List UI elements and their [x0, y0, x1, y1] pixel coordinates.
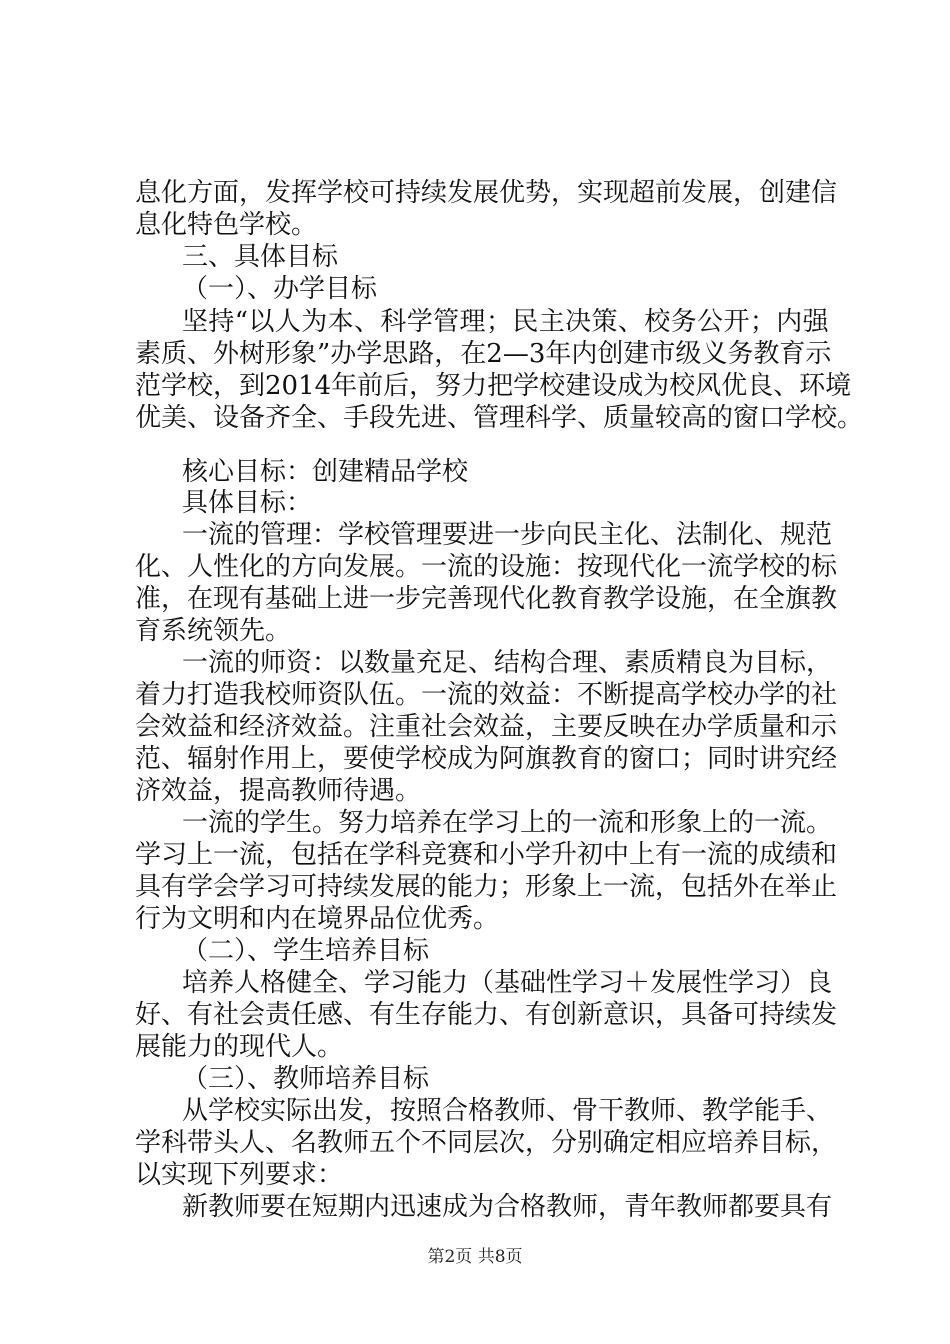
- text-line: 优美、设备齐全、手段先进、管理科学、质量较高的窗口学校。: [135, 403, 864, 433]
- text-line: 展能力的现代人。: [135, 1032, 344, 1062]
- text-line: 行为文明和内在境界品位优秀。: [135, 904, 500, 934]
- text-line: 化、人性化的方向发展。一流的设施：按现代化一流学校的标: [135, 552, 838, 582]
- text-line: 培养人格健全、学习能力（基础性学习＋发展性学习）良: [182, 968, 833, 998]
- text-line: 一流的管理：学校管理要进一步向民主化、法制化、规范: [182, 520, 833, 550]
- text-line: 一流的师资：以数量充足、结构合理、素质精良为目标，: [182, 648, 833, 678]
- text-line: 学习上一流，包括在学科竞赛和小学升初中上有一流的成绩和: [135, 840, 838, 870]
- page-footer: 第2页 共8页: [427, 1247, 523, 1267]
- text-line: 素质、外树形象”办学思路，在2—3年内创建市级义务教育示: [135, 339, 832, 369]
- text-line: 育系统领先。: [135, 616, 292, 646]
- text-line: 坚持“以人为本、科学管理；民主决策、校务公开；内强: [182, 307, 829, 337]
- text-line: 具体目标：: [182, 488, 313, 518]
- text-line: 好、有社会责任感、有生存能力、有创新意识，具备可持续发: [135, 1000, 838, 1030]
- text-line: 会效益和经济效益。注重社会效益，主要反映在办学质量和示: [135, 712, 838, 742]
- text-line: （三）、教师培养目标: [182, 1064, 430, 1094]
- text-line: 准，在现有基础上进一步完善现代化教育教学设施，在全旗教: [135, 584, 838, 614]
- text-line: 以实现下列要求：: [135, 1160, 344, 1190]
- text-line: 新教师要在短期内迅速成为合格教师，青年教师都要具有: [182, 1192, 833, 1222]
- text-line: 范、辐射作用上，要使学校成为阿旗教育的窗口；同时讲究经: [135, 744, 838, 774]
- text-line: 济效益，提高教师待遇。: [135, 776, 422, 806]
- text-line: 核心目标：创建精品学校: [182, 457, 469, 487]
- text-line: （二）、学生培养目标: [182, 936, 430, 966]
- text-line: 息化特色学校。: [135, 210, 318, 240]
- text-line: 着力打造我校师资队伍。一流的效益：不断提高学校办学的社: [135, 680, 838, 710]
- text-line: 学科带头人、名教师五个不同层次，分别确定相应培养目标，: [135, 1128, 838, 1158]
- text-line: （一）、办学目标: [182, 274, 378, 304]
- text-line: 三、具体目标: [182, 242, 339, 272]
- text-line: 从学校实际出发，按照合格教师、骨干教师、教学能手、: [182, 1096, 833, 1126]
- text-line: 一流的学生。努力培养在学习上的一流和形象上的一流。: [182, 808, 833, 838]
- text-line: 范学校，到2014年前后，努力把学校建设成为校风优良、环境: [135, 371, 852, 401]
- text-line: 息化方面，发挥学校可持续发展优势，实现超前发展，创建信: [135, 178, 838, 208]
- text-line: 具有学会学习可持续发展的能力；形象上一流，包括外在举止: [135, 872, 838, 902]
